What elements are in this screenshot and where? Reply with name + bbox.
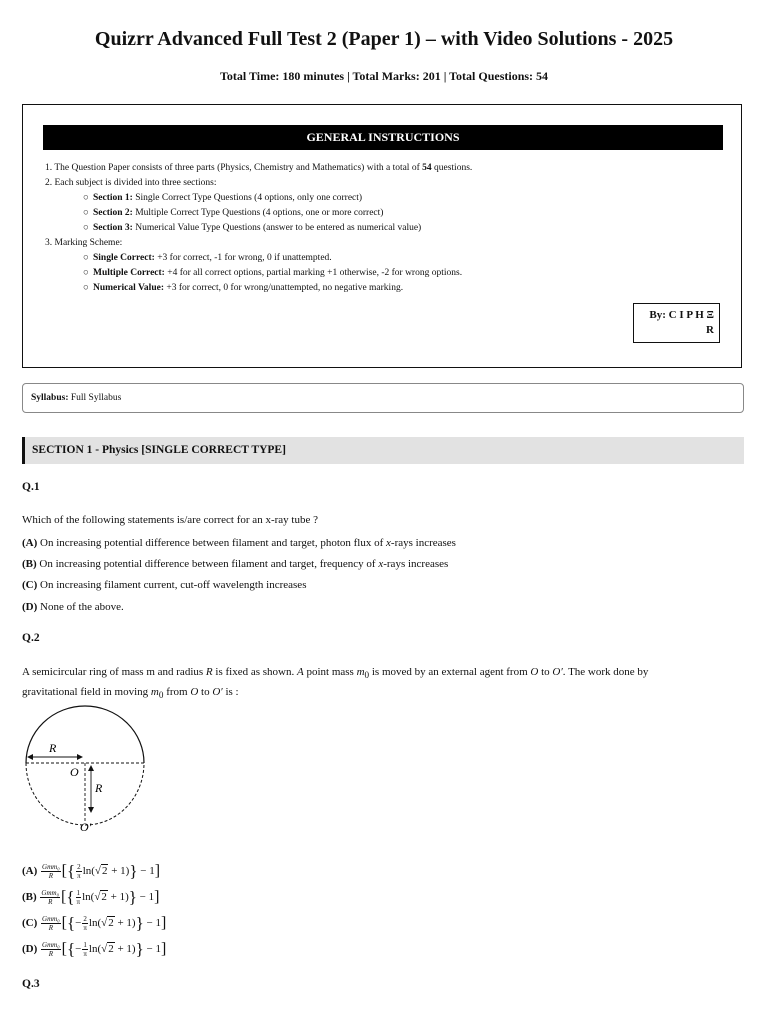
- instruction-subitem: ○ Single Correct: +3 for correct, -1 for wrong, 0 if unattempted.: [45, 251, 725, 266]
- label-o: O: [70, 765, 79, 779]
- option-a: (A) On increasing potential difference between filament and target, photon flux of x-rays increases: [22, 537, 456, 549]
- test-summary: Total Time: 180 minutes | Total Marks: 201 | Total Questions: 54: [219, 69, 549, 83]
- bullet-icon: ○: [83, 208, 89, 218]
- arrow-head-up: [88, 765, 94, 771]
- instruction-subitem: ○ Numerical Value: +3 for correct, 0 for wrong/unattempted, no negative marking.: [45, 281, 725, 296]
- instruction-item: 1. The Question Paper consists of three parts (Physics, Chemistry and Mathematics) with a total of 54 questions.: [45, 163, 473, 173]
- bullet-icon: ○: [83, 223, 89, 233]
- instruction-subitem: ○ Section 3: Numerical Value Type Questions (answer to be entered as numerical value): [45, 221, 725, 236]
- label-r-side: R: [95, 781, 103, 795]
- instruction-item: 2. Each subject is divided into three sections:: [45, 178, 217, 188]
- instructions-heading: GENERAL INSTRUCTIONS: [43, 125, 723, 150]
- question-label: Q.2: [22, 632, 40, 644]
- label-o-prime: O′: [80, 820, 92, 833]
- option-b: (B) On increasing potential difference between filament and target, frequency of x-rays increases: [22, 558, 449, 570]
- syllabus-box: Syllabus: Full Syllabus: [22, 383, 744, 413]
- question-label: Q.1: [22, 481, 40, 493]
- instruction-subitem: ○ Multiple Correct: +4 for all correct options, partial marking +1 otherwise, -2 for wrong options.: [45, 266, 725, 281]
- instructions-list: [45, 161, 725, 296]
- instruction-item: 3. Marking Scheme:: [45, 238, 123, 248]
- question-text: Which of the following statements is/are correct for an x-ray tube ?: [22, 514, 318, 526]
- bullet-icon: ○: [83, 268, 89, 278]
- option-d: (D) None of the above.: [22, 601, 124, 613]
- instructions-box: [22, 104, 742, 368]
- question-label: Q.3: [22, 978, 40, 990]
- option-b: (B) $\frac{\text{Gmm₀}}{R}$ [{ $\frac{1}{\pi}$ ln(√2 + 1)} − 1]: [22, 887, 160, 907]
- semicircle-figure: [22, 703, 148, 833]
- bullet-icon: ○: [83, 283, 89, 293]
- instruction-subitem: ○ Section 1: Single Correct Type Questions (4 options, only one correct): [45, 191, 725, 206]
- section-heading: SECTION 1 - Physics [SINGLE CORRECT TYPE]: [22, 437, 744, 464]
- author-line-1: By: C I P H Ξ: [649, 309, 714, 321]
- author-box: [633, 303, 720, 343]
- option-d: (D) $\frac{\text{Gmm₀}}{R}$ [{− $\frac{1}{\pi}$ ln(√2 + 1)} − 1]: [22, 939, 167, 959]
- bullet-icon: ○: [83, 193, 89, 203]
- label-r-top: R: [49, 741, 57, 755]
- arrow-head-down: [88, 807, 94, 813]
- option-c: (C) On increasing filament current, cut-off wavelength increases: [22, 579, 307, 591]
- question-text: A semicircular ring of mass m and radius R is fixed as shown. A point mass $m_0$ is moved by an external agent from O to O′. The work done by gravitational field in moving $m_0$ from O to O′ is :: [22, 666, 649, 701]
- arrow-head-left: [27, 754, 33, 760]
- ring-arc: [26, 706, 144, 763]
- option-a: (A) $\frac{\text{Gmm₀}}{R}$ [{ $\frac{2}{\pi}$ ln(√2 + 1)} − 1]: [22, 861, 161, 881]
- author-line-2: R: [706, 324, 714, 336]
- arrow-head-right: [77, 754, 83, 760]
- page-title: Quizrr Advanced Full Test 2 (Paper 1) – with Video Solutions - 2025: [94, 28, 674, 50]
- bullet-icon: ○: [83, 253, 89, 263]
- instruction-subitem: ○ Section 2: Multiple Correct Type Questions (4 options, one or more correct): [45, 206, 725, 221]
- option-c: (C) $\frac{\text{Gmm₀}}{R}$ [{− $\frac{2}{\pi}$ ln(√2 + 1)} − 1]: [22, 913, 167, 933]
